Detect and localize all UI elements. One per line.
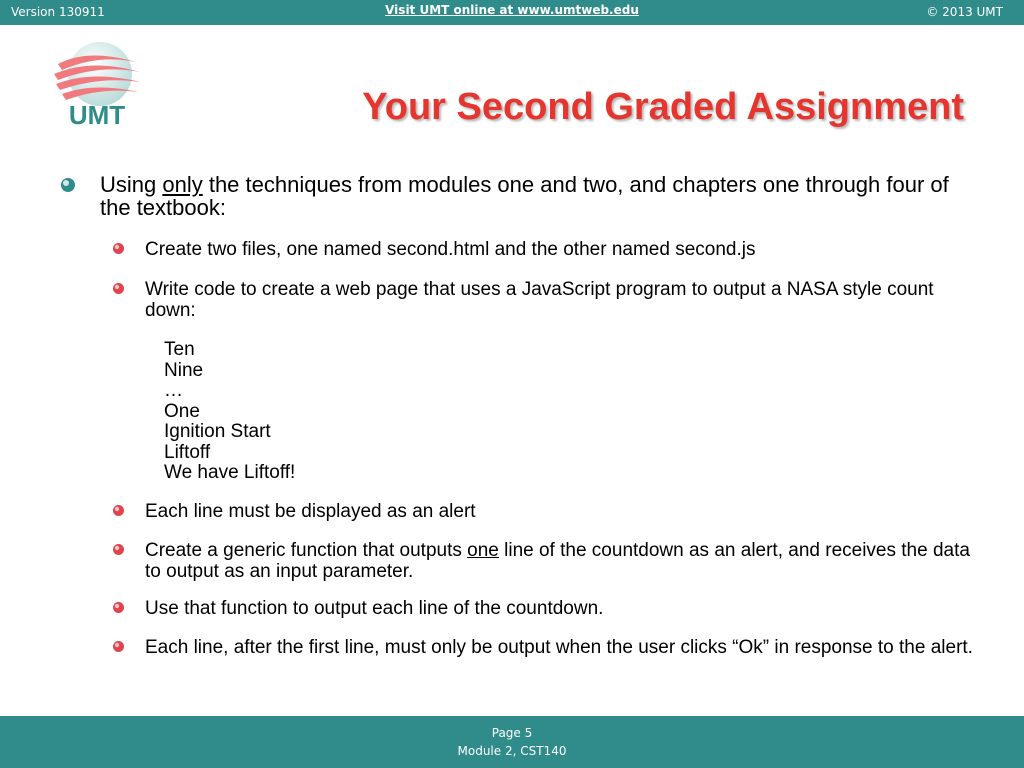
logo-text: UMT [68,100,126,130]
sub-bullet-emphasis: one [467,540,499,561]
sub-bullet: Use that function to output each line of the countdown. [145,598,604,619]
countdown-line: Ten [164,339,195,360]
red-orb-bullet-icon [112,543,125,556]
red-orb-bullet-icon [112,242,125,255]
main-bullet: Using only the techniques from modules one and two, and chapters one through four of the textbook: [100,172,949,220]
countdown-line: We have Liftoff! [164,462,296,483]
red-orb-bullet-icon [112,640,125,653]
sub-bullet: Each line must be displayed as an alert [145,501,476,522]
countdown-line: Ignition Start [164,421,271,442]
teal-orb-bullet-icon [60,177,76,193]
countdown-line: Liftoff [164,441,211,463]
page-number: Page 5 [491,726,533,740]
sub-bullet: Create a generic function that outputs one line of the countdown as an alert, and receives the data to output as an input parameter. [145,540,970,582]
countdown-line: … [164,380,183,401]
slide-title: Your Second Graded Assignment [362,86,964,128]
countdown-list [164,340,295,484]
sub-bullet: Write code to create a web page that uses a JavaScript program to output a NASA style count down: [145,279,934,321]
red-orb-bullet-icon [112,504,125,517]
module-label: Module 2, CST140 [457,744,567,758]
main-bullet-emphasis: only [162,172,203,197]
countdown-line: One [164,400,200,422]
sub-bullet: Each line, after the first line, must only be output when the user clicks “Ok” in response to the alert. [145,637,973,658]
umt-logo-icon [48,40,146,134]
red-orb-bullet-icon [112,282,125,295]
umt-website-link[interactable]: Visit UMT online at www.umtweb.edu [385,3,639,17]
sub-bullet: Create two files, one named second.html and the other named second.js [145,239,756,260]
copyright-label: © 2013 UMT [926,5,1003,19]
countdown-line: Nine [164,359,204,381]
version-label: Version 130911 [11,5,105,19]
header-bar [0,0,1024,25]
footer-bar [0,716,1024,768]
red-orb-bullet-icon [112,601,125,614]
umt-logo [48,40,146,134]
